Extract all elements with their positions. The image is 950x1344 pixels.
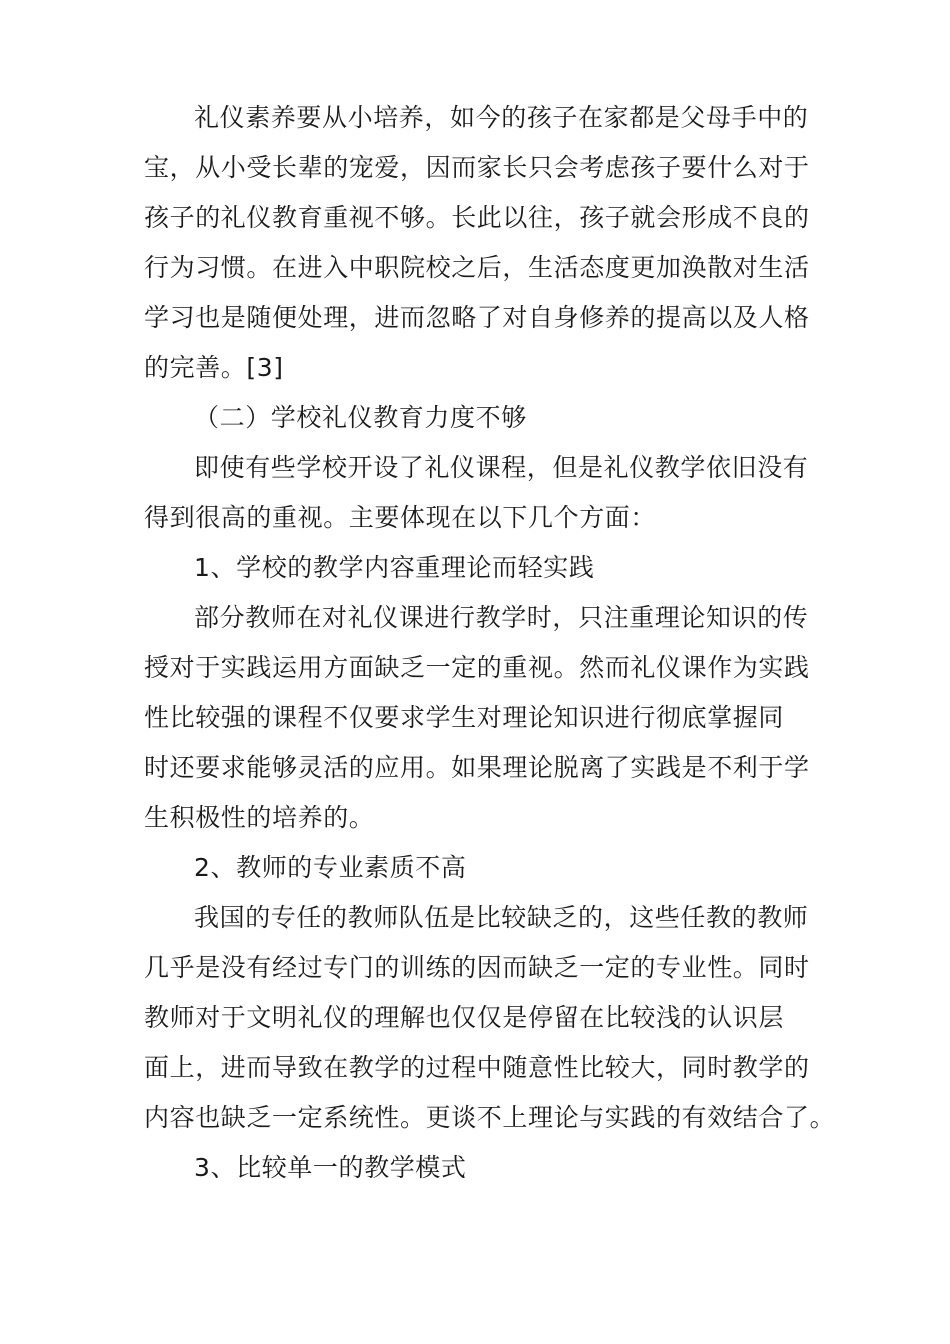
paragraph-line: 性比较强的课程不仅要求学生对理论知识进行彻底掌握同 — [144, 703, 785, 732]
subsection-heading: 3、比较单一的教学模式 — [194, 1153, 467, 1182]
paragraph-line: 授对于实践运用方面缺乏一定的重视。然而礼仪课作为实践 — [144, 653, 810, 682]
paragraph-line: 面上，进而导致在教学的过程中随意性比较大，同时教学的 — [144, 1053, 810, 1082]
paragraph-line: 行为习惯。在进入中职院校之后，生活态度更加涣散对生活 — [144, 253, 810, 282]
subsection-heading: 1、学校的教学内容重理论而轻实践 — [194, 553, 595, 582]
paragraph-line: 学习也是随便处理，进而忽略了对自身修养的提高以及人格 — [144, 303, 810, 332]
paragraph-line: 时还要求能够灵活的应用。如果理论脱离了实践是不利于学 — [144, 753, 810, 782]
paragraph-line: 即使有些学校开设了礼仪课程，但是礼仪教学依旧没有 — [194, 453, 809, 482]
paragraph-line: 生积极性的培养的。 — [144, 803, 375, 832]
paragraph-line: 我国的专任的教师队伍是比较缺乏的，这些任教的教师 — [194, 903, 809, 932]
paragraph-line: 孩子的礼仪教育重视不够。长此以往，孩子就会形成不良的 — [144, 203, 810, 232]
paragraph-line: 得到很高的重视。主要体现在以下几个方面： — [144, 503, 657, 532]
subsection-heading: 2、教师的专业素质不高 — [194, 853, 467, 882]
paragraph-line: 内容也缺乏一定系统性。更谈不上理论与实践的有效结合了。 — [144, 1103, 836, 1132]
paragraph-line: 的完善。[3] — [144, 353, 284, 382]
section-heading: （二）学校礼仪教育力度不够 — [194, 403, 527, 432]
paragraph-line: 礼仪素养要从小培养，如今的孩子在家都是父母手中的 — [194, 103, 809, 132]
paragraph-line: 几乎是没有经过专门的训练的因而缺乏一定的专业性。同时 — [144, 953, 810, 982]
paragraph-line: 教师对于文明礼仪的理解也仅仅是停留在比较浅的认识层 — [144, 1003, 785, 1032]
paragraph-line: 宝，从小受长辈的宠爱，因而家长只会考虑孩子要什么对于 — [144, 153, 810, 182]
paragraph-line: 部分教师在对礼仪课进行教学时，只注重理论知识的传 — [194, 603, 809, 632]
